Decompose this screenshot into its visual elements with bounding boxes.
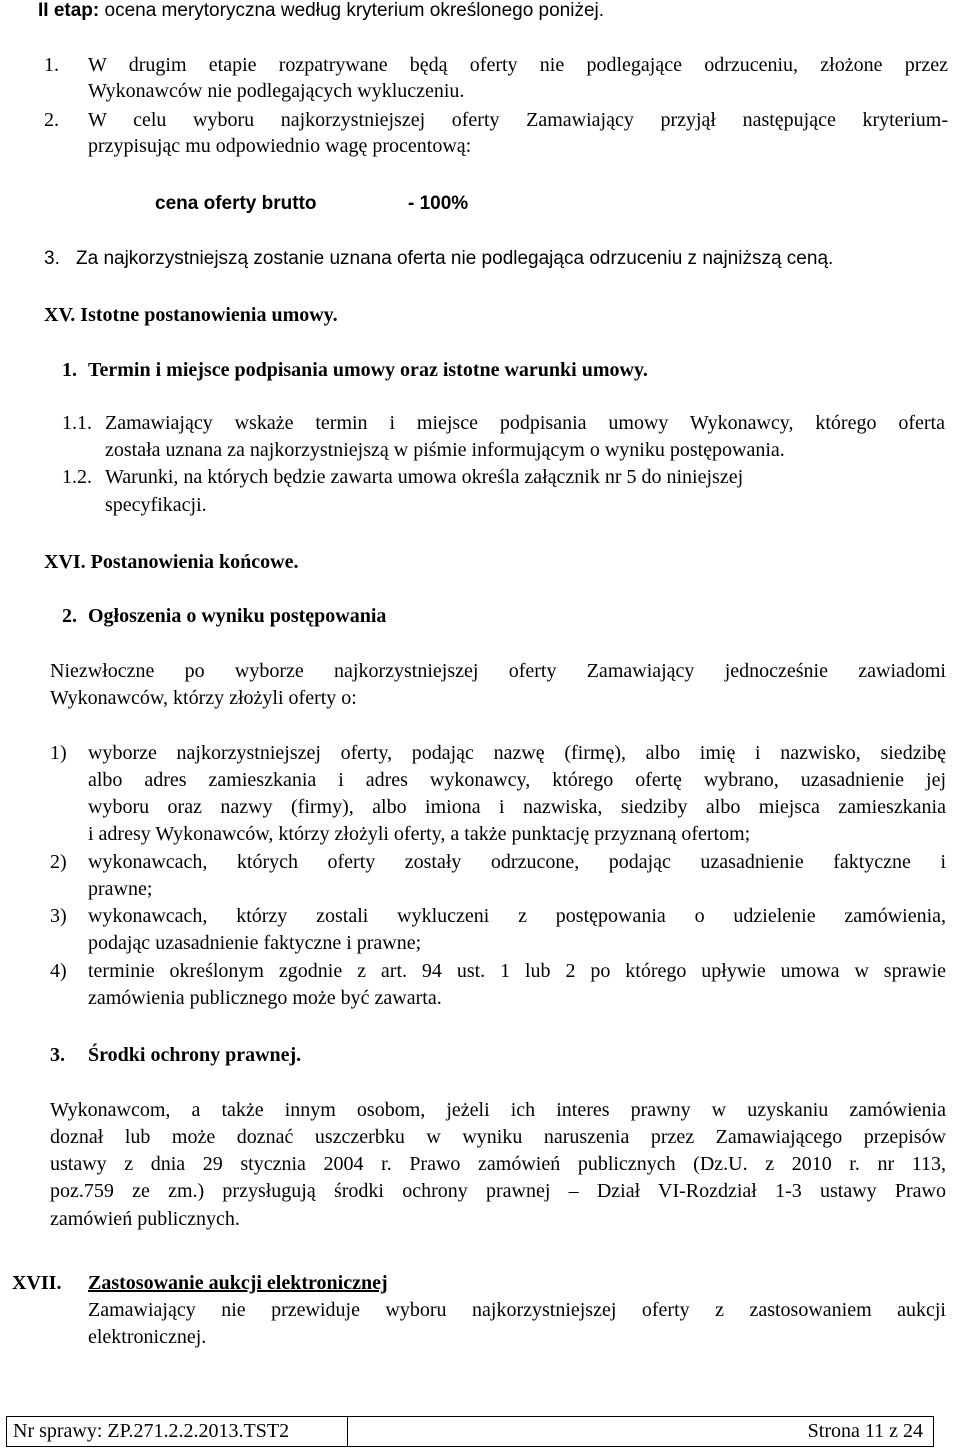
section-xvii-title: Zastosowanie aukcji elektronicznej [88, 1272, 388, 1294]
etap-item-3-line-1: Za najkorzystniejszą zostanie uznana oferta nie podlegająca odrzuceniu z najniższą ceną. [76, 248, 834, 269]
xv-item-1-2-line-1: Warunki, na których będzie zawarta umowa określa załącznik nr 5 do niniejszej [105, 466, 744, 488]
xv-item-1-1-line-1: Zamawiający wskaże termin i miejsce podpisania umowy Wykonawcy, którego oferta [105, 412, 945, 434]
section-xv-subtitle-number: 1. [62, 359, 77, 381]
section-xv-title: XV. Istotne postanowienia umowy. [44, 304, 338, 326]
section-xvii-line-2: elektronicznej. [88, 1326, 207, 1348]
footer-divider [347, 1417, 348, 1446]
xvi-para-line-3: ustawy z dnia 29 stycznia 2004 r. Prawo zamówień publicznych (Dz.U. z 2010 r. nr 113, [50, 1153, 946, 1175]
xvi-list-1-line-1: wyborze najkorzystniejszej oferty, podając nazwę (firmę), albo imię i nazwisko, siedzibę [88, 742, 946, 764]
xvi-list-2-line-1: wykonawcach, których oferty zostały odrzucone, podając uzasadnienie faktyczne i [88, 851, 946, 873]
xvi-list-1-line-4: i adresy Wykonawców, którzy złożyli oferty, a także punktację przyznaną ofertom; [88, 823, 751, 845]
xvi-list-4-line-2: zamówienia publicznego może być zawarta. [88, 987, 442, 1009]
footer-case-number: Nr sprawy: ZP.271.2.2.2013.TST2 [13, 1420, 290, 1442]
section-xvii-number: XVII. [12, 1272, 62, 1294]
etap-item-3-number: 3. [44, 248, 60, 269]
xvi-list-1-number: 1) [50, 742, 67, 764]
etap-text: ocena merytoryczna według kryterium określonego poniżej. [104, 0, 605, 21]
xvi-para-line-4: poz.759 ze zm.) przysługują środki ochrony prawnej – Dział VI-Rozdział 1-3 ustawy Prawo [50, 1180, 946, 1202]
xv-item-1-1-number: 1.1. [62, 412, 92, 434]
xvi-list-2-number: 2) [50, 851, 67, 873]
xvi-para-line-5: zamówień publicznych. [50, 1208, 240, 1230]
xvi-intro-line-2: Wykonawców, którzy złożyli oferty o: [50, 687, 357, 709]
xv-item-1-2-line-2: specyfikacji. [105, 494, 207, 516]
page-footer [6, 1416, 934, 1447]
xvi-list-3-number: 3) [50, 905, 67, 927]
xvi-list-4-number: 4) [50, 960, 67, 982]
xvi-para-line-2: doznał lub może doznać uszczerbku w wyniku naruszenia przez Zamawiającego przepisów [50, 1126, 946, 1148]
etap-heading [38, 0, 604, 24]
criterion-name: cena oferty brutto [155, 193, 317, 214]
section-xvii-line-1: Zamawiający nie przewiduje wyboru najkorzystniejszej oferty z zastosowaniem aukcji [88, 1299, 946, 1321]
xvi-heading-2-number: 2. [62, 605, 77, 627]
etap-item-1-number: 1. [44, 54, 59, 76]
section-xvi-title: XVI. Postanowienia końcowe. [44, 551, 299, 573]
xvi-intro-line-1: Niezwłoczne po wyborze najkorzystniejszej oferty Zamawiający jednocześnie zawiadomi [50, 660, 946, 682]
xvi-list-2-line-2: prawne; [88, 878, 153, 900]
etap-item-2-number: 2. [44, 109, 59, 131]
etap-item-2-line-1: W celu wyboru najkorzystniejszej oferty Zamawiający przyjął następujące kryterium- [88, 109, 948, 131]
etap-item-2-line-2: przypisując mu odpowiednio wagę procentową: [88, 135, 472, 157]
xvi-list-3-line-1: wykonawcach, którzy zostali wykluczeni z postępowania o udzielenie zamówienia, [88, 905, 946, 927]
xvi-list-1-line-3: wyboru oraz nazwy (firmy), albo imiona i nazwiska, siedziby albo miejsca zamieszkania [88, 796, 946, 818]
footer-page-number: Strona 11 z 24 [807, 1420, 923, 1442]
xvi-heading-3-number: 3. [50, 1044, 65, 1066]
xv-item-1-2-number: 1.2. [62, 466, 92, 488]
criterion-weight: - 100% [408, 193, 469, 214]
xvi-para-line-1: Wykonawcom, a także innym osobom, jeżeli ich interes prawny w uzyskaniu zamówienia [50, 1099, 946, 1121]
section-xv-subtitle: Termin i miejsce podpisania umowy oraz istotne warunki umowy. [88, 359, 648, 381]
xvi-list-4-line-1: terminie określonym zgodnie z art. 94 ust. 1 lub 2 po którego upływie umowa w sprawie [88, 960, 946, 982]
etap-item-1-line-2: Wykonawców nie podlegających wykluczeniu. [88, 80, 465, 102]
xvi-heading-2: Ogłoszenia o wyniku postępowania [88, 605, 387, 627]
xvi-list-3-line-2: podając uzasadnienie faktyczne i prawne; [88, 932, 422, 954]
etap-label: II etap: [38, 0, 100, 21]
xv-item-1-1-line-2: została uznana za najkorzystniejszą w piśmie informującym o wyniku postępowania. [105, 439, 785, 461]
xvi-heading-3: Środki ochrony prawnej. [88, 1044, 302, 1066]
xvi-list-1-line-2: albo adres zamieszkania i adres wykonawcy, którego ofertę wybrano, uzasadnienie jej [88, 769, 946, 791]
etap-item-1-line-1: W drugim etapie rozpatrywane będą oferty nie podlegające odrzuceniu, złożone przez [88, 54, 948, 76]
